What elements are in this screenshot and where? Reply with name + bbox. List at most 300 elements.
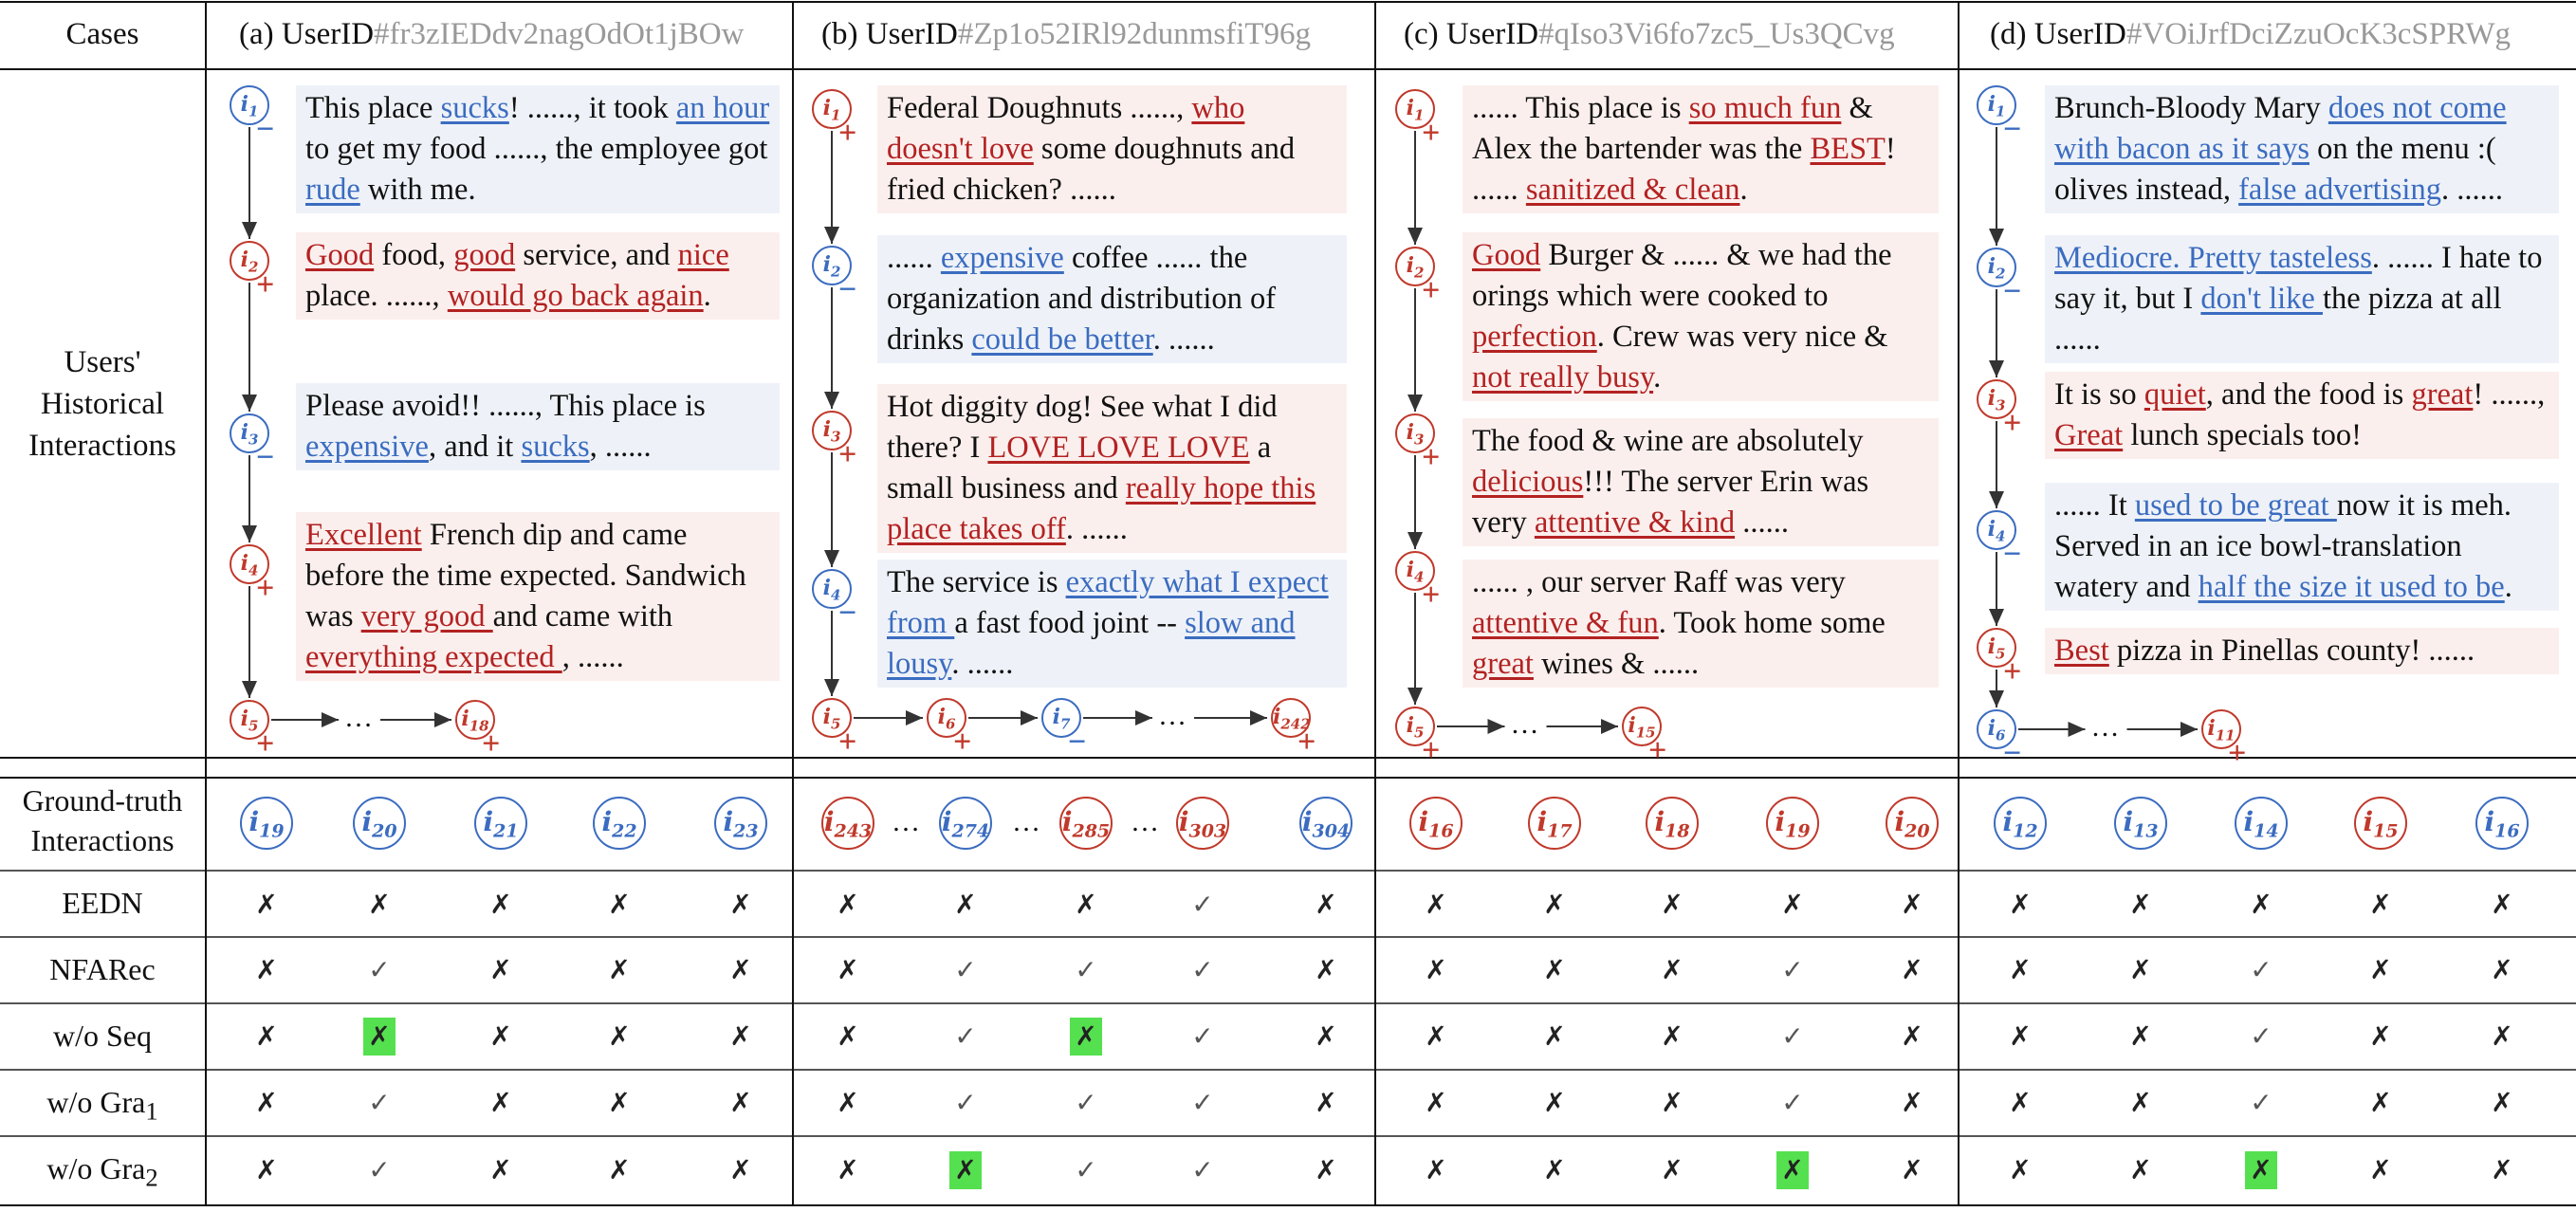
cross-mark: ✗ [729,1154,752,1185]
positive-phrase: Excellent [305,518,422,552]
case-b-node-i1: $i_1$ [812,89,852,129]
positive-sign: + [2003,654,2022,689]
cross-mark: ✗ [2129,1020,2152,1052]
review-text: Hot diggity dog! See what I did there? I [887,390,1278,465]
cross-mark: ✗ [255,1154,278,1185]
cross-mark: ✗ [2009,1154,2032,1185]
check-mark: ✓ [2250,1087,2272,1118]
negative-phrase: slow and lousy [887,606,1296,681]
positive-phrase: attentive & fun [1472,606,1659,640]
case-c-review-2 [1463,232,1939,401]
cross-mark: ✗ [1543,954,1566,985]
cross-mark: ✗ [489,889,512,920]
check-mark: ✓ [954,1087,977,1118]
cross-mark: ✗ [1425,889,1447,920]
cross-mark: ✗ [608,889,631,920]
case-b-review-3 [877,384,1347,553]
highlighted-cross-mark: ✗ [2245,1151,2277,1189]
cross-mark: ✗ [1901,889,1923,920]
cross-mark: ✗ [2129,954,2152,985]
cross-mark: ✗ [1901,954,1923,985]
cross-mark: ✗ [2009,954,2032,985]
ellipsis: … [1158,700,1187,731]
check-mark: ✓ [2250,954,2272,985]
positive-phrase: sanitized & clean [1525,173,1740,207]
review-text: the pizza at all ...... [2054,282,2502,357]
review-text: French dip and came before the time expected. Sandwich was [305,518,746,634]
gt-ellipsis: … [892,806,920,837]
cross-mark: ✗ [1901,1020,1923,1052]
method-name: EEDN [62,886,143,920]
negative-sign: − [2003,736,2022,771]
case-a-tail-node-i18: $i_{18}$ [455,700,495,740]
case-letter: (a) [239,17,274,51]
review-text: !!! The server Erin was very [1472,465,1869,540]
negative-sign: − [2003,537,2022,572]
gt-item-i304: $i_{304}$ [1299,797,1352,850]
review-text: . [2504,570,2512,604]
check-mark: ✓ [1075,1154,1097,1185]
gt-item-i20: $i_{20}$ [353,797,406,850]
case-d-review-2 [2045,235,2559,363]
check-mark: ✓ [368,954,391,985]
gt-item-i285: $i_{285}$ [1059,797,1113,850]
case-c-review-4 [1463,560,1939,688]
gt-ellipsis: … [1131,806,1159,837]
check-mark: ✓ [2250,1020,2272,1052]
userid-label: UserID [865,17,958,51]
cross-mark: ✗ [1075,889,1097,920]
cross-mark: ✗ [489,954,512,985]
positive-sign: + [1422,733,1441,768]
cross-mark: ✗ [1543,1154,1566,1185]
positive-phrase: BEST [1810,132,1886,166]
review-text: lunch specials too! [2123,418,2362,452]
check-mark: ✓ [1191,1154,1214,1185]
check-mark: ✓ [954,954,977,985]
gt-item-i274: $i_{274}$ [939,797,992,850]
cross-mark: ✗ [368,889,391,920]
case-c-node-i2: $i_2$ [1395,247,1435,286]
cross-mark: ✗ [255,1087,278,1118]
positive-phrase: great [1472,647,1534,681]
review-text: ...... This place is [1472,91,1689,125]
review-text: to get my food ......, the employee got [305,132,768,166]
cross-mark: ✗ [255,889,278,920]
negative-sign: − [838,596,857,631]
cross-mark: ✗ [608,1020,631,1052]
cross-mark: ✗ [608,954,631,985]
cross-mark: ✗ [1781,889,1804,920]
review-text: , and the food is [2205,377,2412,412]
case-c-node-i1: $i_1$ [1395,89,1435,129]
review-text: ...... It [2054,488,2135,523]
check-mark: ✓ [1191,1087,1214,1118]
method-subscript: 2 [145,1163,158,1192]
case-a-tail-node-i5: $i_5$ [230,700,269,740]
negative-phrase: Mediocre. Pretty tasteless [2054,241,2372,275]
cross-mark: ✗ [2369,954,2392,985]
method-name: w/o Gra [46,1085,146,1119]
gt-item-i21: $i_{21}$ [474,797,527,850]
label-line: Ground-truth [22,783,183,817]
highlighted-cross-mark: ✗ [1776,1151,1809,1189]
check-mark: ✓ [1191,1020,1214,1052]
case-d-review-5 [2045,628,2559,674]
cross-mark: ✗ [255,1020,278,1052]
case-c-review-3 [1463,418,1939,546]
cross-mark: ✗ [489,1020,512,1052]
review-text: and came with [492,599,673,634]
gt-item-i16: $i_{16}$ [1409,797,1463,850]
gt-item-i16: $i_{16}$ [2475,797,2529,850]
cross-mark: ✗ [1315,1020,1337,1052]
positive-sign: + [953,725,972,760]
check-mark: ✓ [1191,954,1214,985]
case-a-node-i1: $i_1$ [230,85,269,125]
review-text: It is so [2054,377,2144,412]
cross-mark: ✗ [2369,1087,2392,1118]
gt-item-i19: $i_{19}$ [1766,797,1819,850]
case-d-node-i5: $i_5$ [1977,628,2016,668]
cross-mark: ✗ [2009,1020,2032,1052]
userid-value: #qIso3Vi6fo7zc5_Us3QCvg [1538,17,1895,51]
review-text: . [1653,360,1662,395]
review-text: some doughnuts and fried chicken? ...... [887,132,1296,207]
positive-sign: + [482,726,501,762]
case-b-node-i2: $i_2$ [812,246,852,285]
cross-mark: ✗ [2491,1020,2513,1052]
label-line: Historical [40,387,165,421]
userid-value: #VOiJrfDciZzuOcK3cSPRWg [2125,17,2511,51]
gt-item-i12: $i_{12}$ [1994,797,2047,850]
cross-mark: ✗ [608,1154,631,1185]
positive-phrase: very good [360,599,493,634]
review-text: ! ......, [2473,377,2546,412]
case-d-node-i3: $i_3$ [1977,379,2016,419]
cross-mark: ✗ [1315,954,1337,985]
positive-phrase: so much fun [1688,91,1842,125]
case-b-review-2 [877,235,1347,363]
positive-sign: + [838,437,857,472]
cross-mark: ✗ [489,1154,512,1185]
cross-mark: ✗ [729,1087,752,1118]
method-name: NFARec [49,952,156,986]
case-b-tail-node-i242: $i_{242}$ [1271,698,1311,738]
positive-sign: + [2003,406,2022,441]
positive-phrase: not really busy [1472,360,1654,395]
case-c-review-1 [1463,85,1939,213]
ellipsis: … [1510,708,1539,740]
cross-mark: ✗ [489,1087,512,1118]
positive-phrase: Best [2054,634,2109,668]
review-text: Federal Doughnuts ......, [887,91,1192,125]
positive-phrase: Good [305,238,375,272]
userid-label: UserID [281,17,375,51]
gt-item-i18: $i_{18}$ [1646,797,1699,850]
cross-mark: ✗ [837,1087,859,1118]
label-line: Interactions [28,429,176,463]
review-text: , ...... [561,640,624,674]
negative-phrase: don't like [2200,282,2323,316]
negative-sign: − [2003,112,2022,147]
gt-ellipsis: … [1012,806,1040,837]
review-text: . ...... I hate to say it, but I [2054,241,2543,316]
negative-phrase: used to be great [2134,488,2337,523]
negative-phrase: false advertising [2238,173,2441,207]
case-d-review-3 [2045,372,2559,459]
positive-sign: + [256,267,275,303]
positive-phrase: Great [2054,418,2124,452]
cross-mark: ✗ [2491,1154,2513,1185]
cross-mark: ✗ [1315,1087,1337,1118]
positive-phrase: quiet [2144,377,2206,412]
negative-sign: − [1068,725,1087,760]
review-text: place. ......, [305,279,448,313]
gt-item-i20: $i_{20}$ [1886,797,1939,850]
userid-value: #fr3zIEDdv2nagOdOt1jBOw [374,17,745,51]
cross-mark: ✗ [2009,889,2032,920]
check-mark: ✓ [1191,889,1214,920]
review-text: food, [374,238,454,272]
highlighted-cross-mark: ✗ [949,1151,982,1189]
case-b-tail-node-i7: $i_7$ [1041,698,1081,738]
review-text: This place [305,91,441,125]
negative-phrase: half the size it used to be [2198,570,2505,604]
userid-label: UserID [2033,17,2126,51]
cases-header: Cases [65,17,139,51]
positive-phrase: LOVE LOVE LOVE [987,431,1250,465]
positive-sign: + [838,116,857,151]
review-text: ...... , our server Raff was very [1472,565,1846,599]
cross-mark: ✗ [729,954,752,985]
gt-item-i23: $i_{23}$ [714,797,767,850]
cross-mark: ✗ [2491,1087,2513,1118]
case-b-review-1 [877,85,1347,213]
positive-sign: + [1422,440,1441,475]
cross-mark: ✗ [2369,889,2392,920]
review-text: ...... [1735,505,1789,540]
highlighted-cross-mark: ✗ [1070,1018,1102,1056]
cross-mark: ✗ [2129,1154,2152,1185]
positive-phrase: perfection [1472,320,1597,354]
cross-mark: ✗ [1901,1087,1923,1118]
review-text: . Crew was very nice & [1596,320,1888,354]
cross-mark: ✗ [1661,954,1684,985]
gt-item-i243: $i_{243}$ [821,797,874,850]
positive-sign: + [838,725,857,760]
check-mark: ✓ [1781,954,1804,985]
review-text: with me. [359,173,476,207]
cross-mark: ✗ [2369,1020,2392,1052]
positive-phrase: really hope this place takes off [887,471,1316,546]
negative-phrase: sucks [440,91,509,125]
case-b-node-i3: $i_3$ [812,411,852,450]
cross-mark: ✗ [1661,1087,1684,1118]
negative-phrase: expensive [305,430,429,464]
positive-sign: + [1422,116,1441,151]
cross-mark: ✗ [2009,1087,2032,1118]
case-c-node-i3: $i_3$ [1395,413,1435,453]
negative-sign: − [838,272,857,307]
cross-mark: ✗ [1543,889,1566,920]
gt-item-i19: $i_{19}$ [240,797,293,850]
case-a-review-2 [296,232,780,320]
review-text: . ...... [1065,512,1128,546]
userid-value: #Zp1o52IRl92dunmsfiT96g [957,17,1312,51]
cross-mark: ✗ [1425,954,1447,985]
review-text: ! ......, it took [508,91,676,125]
case-a-review-1 [296,85,780,213]
review-text: Burger & ...... & we had the orings which were cooked to [1472,238,1892,313]
gt-item-i14: $i_{14}$ [2235,797,2288,850]
case-d-review-4 [2045,483,2559,611]
review-text: coffee ...... the organization and distribution of drinks [887,241,1277,357]
cross-mark: ✗ [954,889,977,920]
positive-sign: + [2228,736,2247,771]
case-d-node-i1: $i_1$ [1977,85,2016,125]
method-name: w/o Gra [46,1151,146,1185]
case-d-node-i4: $i_4$ [1977,510,2016,550]
ellipsis: … [344,702,373,733]
cross-mark: ✗ [2129,889,2152,920]
review-text: a fast food joint -- [954,606,1186,640]
review-text: pizza in Pinellas county! ...... [2108,634,2475,668]
cross-mark: ✗ [1543,1020,1566,1052]
positive-phrase: would go back again [447,279,704,313]
gt-item-i22: $i_{22}$ [593,797,646,850]
review-text: Please avoid!! ......, This place is [305,389,706,423]
negative-sign: − [256,440,275,475]
cross-mark: ✗ [1315,889,1337,920]
review-text: . Took home some [1658,606,1886,640]
cross-mark: ✗ [2369,1154,2392,1185]
cross-mark: ✗ [1661,1020,1684,1052]
cross-mark: ✗ [729,889,752,920]
gt-item-i303: $i_{303}$ [1176,797,1229,850]
case-c-tail-node-i15: $i_{15}$ [1622,707,1662,746]
review-text: a small business and [887,431,1272,505]
cross-mark: ✗ [837,1020,859,1052]
negative-phrase: rude [305,173,360,207]
positive-phrase: great [2411,377,2474,412]
negative-phrase: could be better [971,322,1153,357]
case-a-review-4 [296,512,780,681]
positive-phrase: nice [677,238,729,272]
case-b-tail-node-i5: $i_5$ [812,698,852,738]
case-d-review-1 [2045,85,2559,213]
positive-sign: + [256,571,275,606]
review-text: . [703,279,711,313]
cross-mark: ✗ [837,889,859,920]
negative-phrase: an hour [675,91,770,125]
negative-phrase: does not come with bacon as it says [2054,91,2507,166]
case-a-node-i4: $i_4$ [230,544,269,584]
cross-mark: ✗ [1425,1020,1447,1052]
positive-sign: + [256,726,275,762]
review-text: ! ...... [1472,132,1896,207]
review-text: , ...... [589,430,652,464]
cross-mark: ✗ [608,1087,631,1118]
cross-mark: ✗ [2491,954,2513,985]
check-mark: ✓ [1781,1087,1804,1118]
review-text: . ...... [951,647,1014,681]
positive-sign: + [1422,578,1441,613]
negative-phrase: exactly what I expect from [887,565,1329,640]
case-a-review-3 [296,383,780,470]
case-d-node-i2: $i_2$ [1977,248,2016,287]
review-text: . [1739,173,1748,207]
review-text: on the menu :( olives instead, [2054,132,2496,207]
cross-mark: ✗ [2129,1087,2152,1118]
highlighted-cross-mark: ✗ [363,1018,396,1056]
cross-mark: ✗ [1661,1154,1684,1185]
cross-mark: ✗ [1425,1087,1447,1118]
cross-mark: ✗ [1543,1087,1566,1118]
review-text: . ...... [1152,322,1215,357]
ellipsis: … [2090,711,2120,743]
case-b-node-i4: $i_4$ [812,569,852,609]
check-mark: ✓ [954,1020,977,1052]
cross-mark: ✗ [2491,889,2513,920]
negative-sign: − [256,112,275,147]
review-text: ...... [887,241,941,275]
negative-sign: − [2003,274,2022,309]
review-text: The service is [887,565,1066,599]
case-c-tail-node-i5: $i_5$ [1395,707,1435,746]
case-c-node-i4: $i_4$ [1395,551,1435,591]
positive-phrase: attentive & kind [1534,505,1736,540]
case-d-tail-node-i6: $i_6$ [1977,709,2016,749]
positive-sign: + [1297,725,1316,760]
review-text: & Alex the bartender was the [1472,91,1873,166]
case-b-tail-node-i6: $i_6$ [927,698,966,738]
review-text: now it is meh. Served in an ice bowl-translation watery and [2054,488,2512,604]
review-text: Brunch-Bloody Mary [2054,91,2328,125]
positive-sign: + [1648,733,1667,768]
review-text: wines & ...... [1533,647,1700,681]
positive-phrase: Good [1472,238,1541,272]
gt-item-i15: $i_{15}$ [2354,797,2407,850]
method-name: w/o Seq [53,1019,152,1053]
label-line: Interactions [30,823,175,857]
label-line: Users' [64,345,141,379]
negative-phrase: expensive [940,241,1064,275]
check-mark: ✓ [1075,954,1097,985]
gt-item-i17: $i_{17}$ [1528,797,1581,850]
case-letter: (c) [1404,17,1439,51]
cross-mark: ✗ [1425,1154,1447,1185]
cross-mark: ✗ [2250,889,2272,920]
cross-mark: ✗ [1901,1154,1923,1185]
positive-phrase: everything expected [305,640,562,674]
cross-mark: ✗ [1315,1154,1337,1185]
case-letter: (d) [1990,17,2027,51]
case-d-tail-node-i11: $i_{11}$ [2201,709,2241,749]
userid-label: UserID [1445,17,1539,51]
cross-mark: ✗ [255,954,278,985]
check-mark: ✓ [368,1154,391,1185]
case-a-node-i2: $i_2$ [230,241,269,281]
cross-mark: ✗ [837,954,859,985]
positive-sign: + [1422,273,1441,308]
positive-phrase: who doesn't love [887,91,1245,166]
positive-phrase: delicious [1472,465,1584,499]
review-text: The food & wine are absolutely [1472,424,1864,458]
case-b-review-4 [877,560,1347,688]
review-text: . ...... [2440,173,2503,207]
review-text: , and it [428,430,522,464]
